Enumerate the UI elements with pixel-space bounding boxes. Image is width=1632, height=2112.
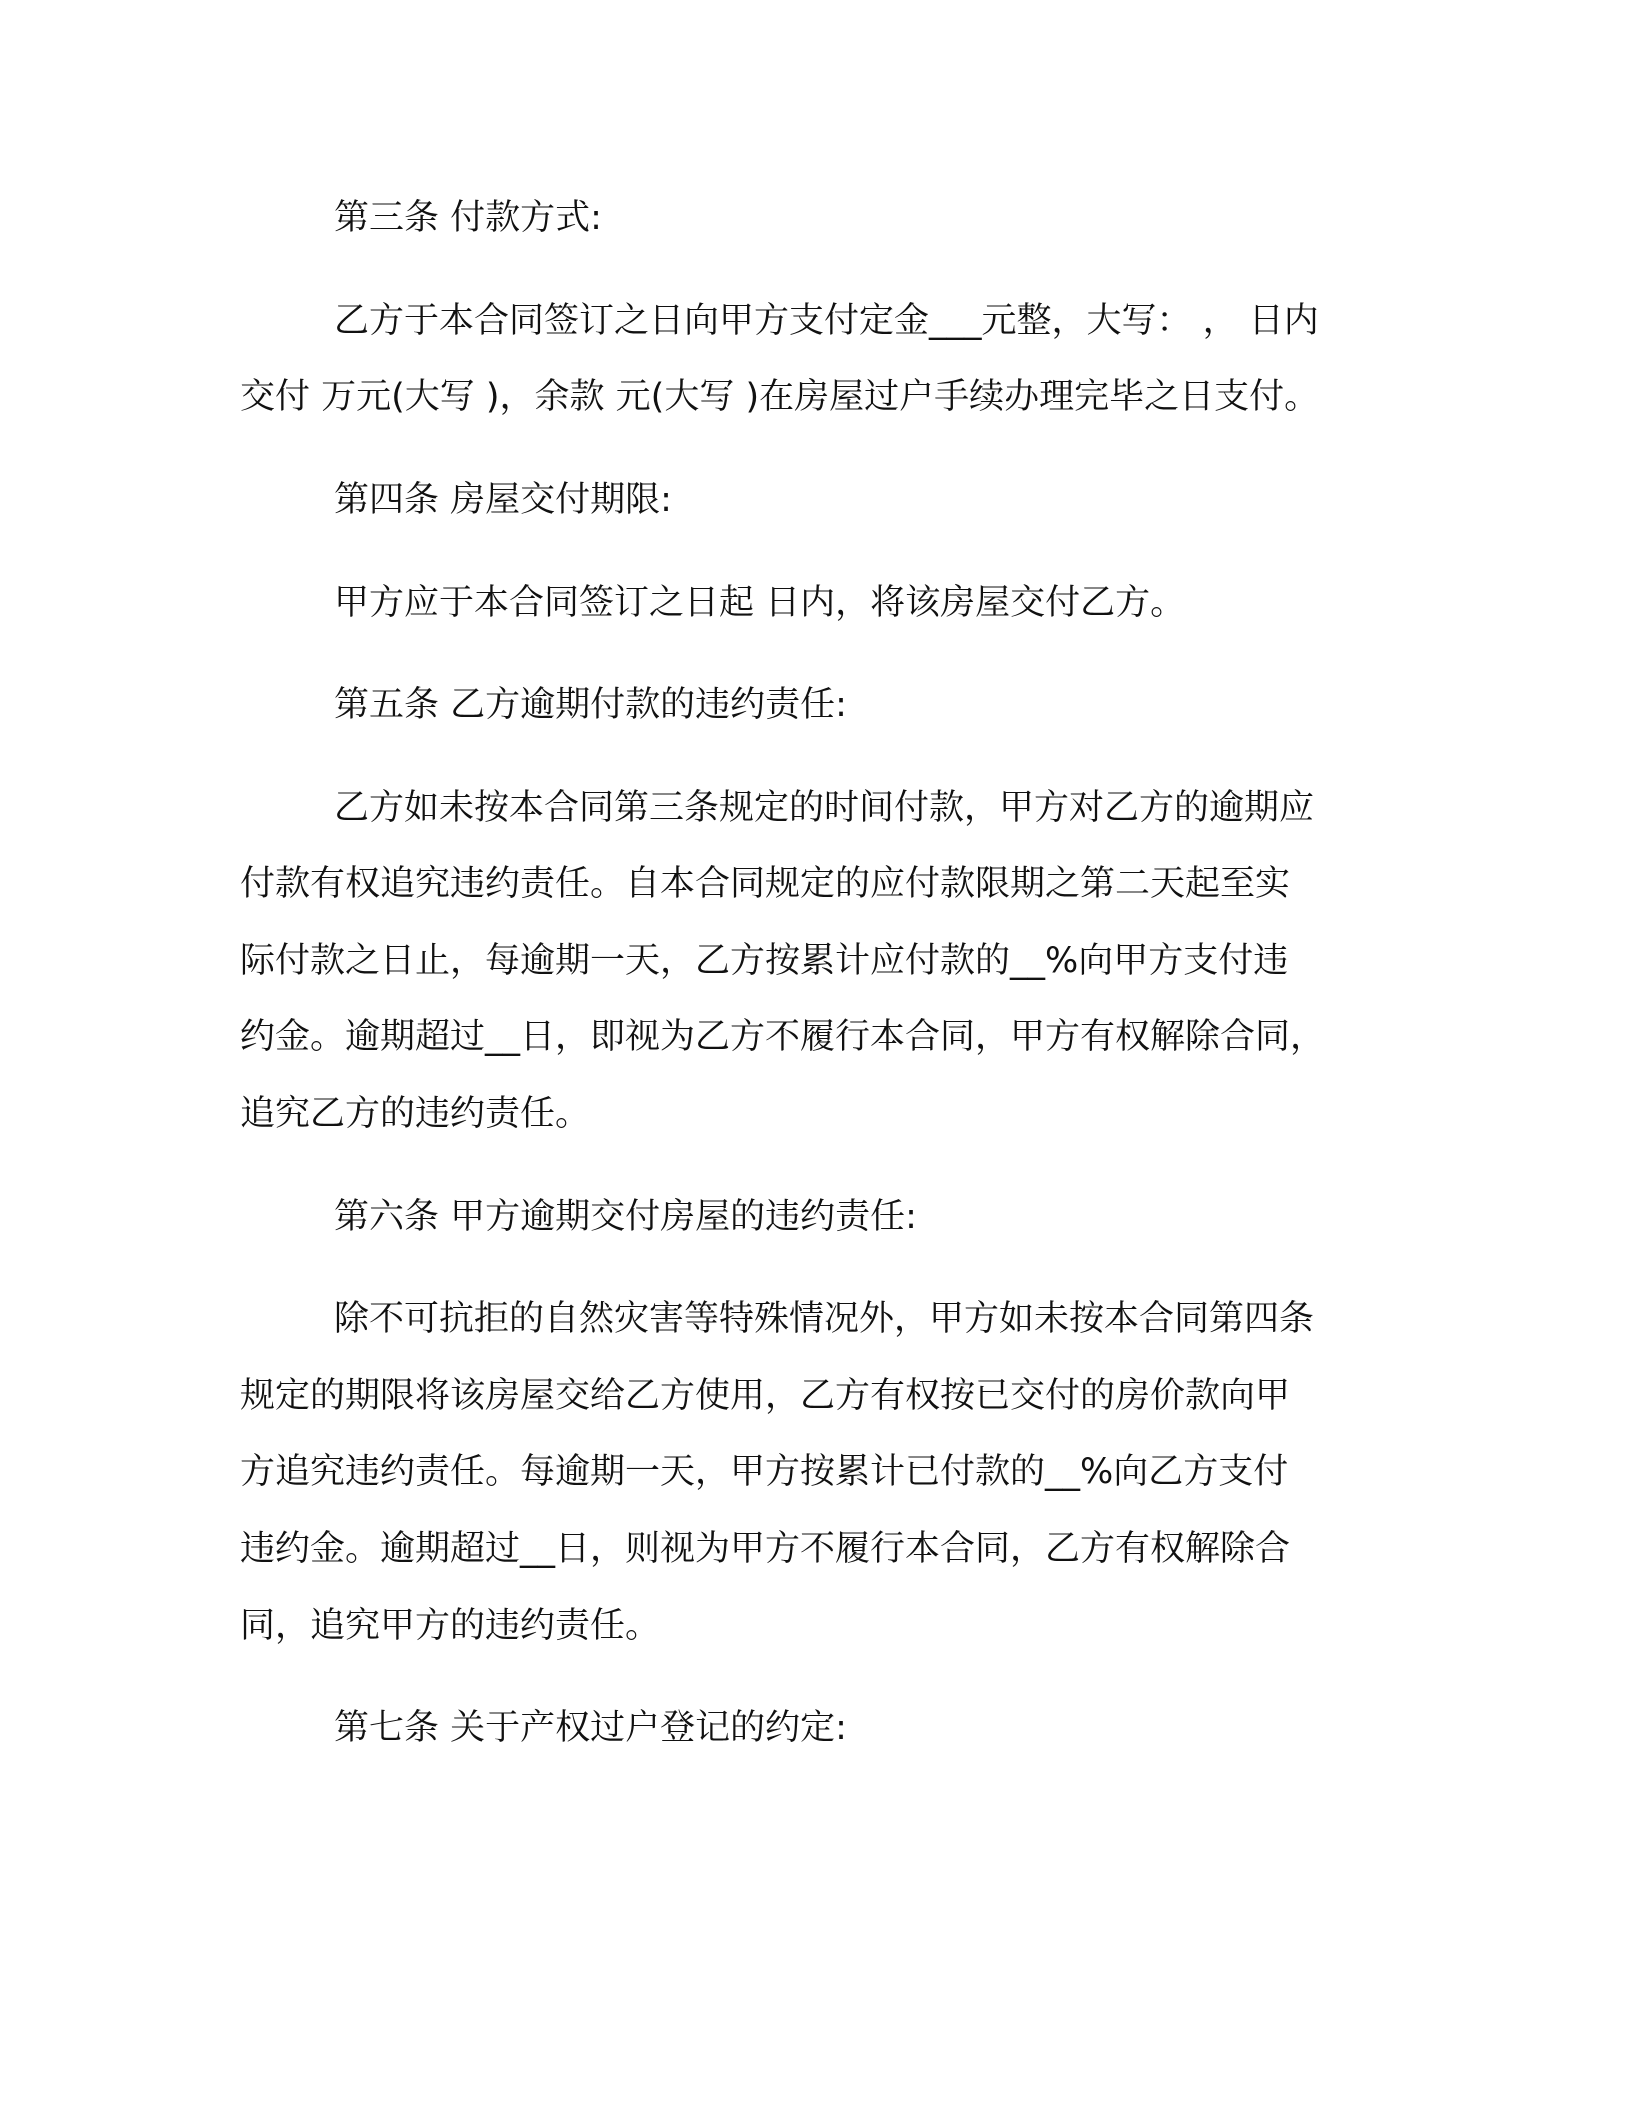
article-3-heading: 第三条 付款方式: — [334, 198, 602, 238]
article-7-heading: 第七条 关于产权过户登记的约定: — [334, 1708, 847, 1748]
article-6-body-line-1: 除不可抗拒的自然灾害等特殊情况外，甲方如未按本合同第四条 — [334, 1299, 1315, 1339]
article-5-body-line-4: 约金。逾期超过__日，即视为乙方不履行本合同，甲方有权解除合同， — [240, 1017, 1326, 1057]
article-6-body-line-3: 方追究违约责任。每逾期一天，甲方按累计已付款的__%向乙方支付 — [240, 1452, 1289, 1492]
article-5-body-line-1: 乙方如未按本合同第三条规定的时间付款，甲方对乙方的逾期应 — [334, 788, 1315, 828]
article-6-heading: 第六条 甲方逾期交付房屋的违约责任: — [334, 1197, 917, 1237]
article-4-heading: 第四条 房屋交付期限: — [334, 480, 672, 520]
article-3-body-line-1: 乙方于本合同签订之日向甲方支付定金___元整，大写： ， 日内 — [334, 301, 1319, 341]
article-5-body-line-3: 际付款之日止，每逾期一天，乙方按累计应付款的__%向甲方支付违 — [240, 941, 1289, 981]
article-5-body-line-5: 追究乙方的违约责任。 — [240, 1094, 591, 1134]
article-6-body-line-4: 违约金。逾期超过__日，则视为甲方不履行本合同，乙方有权解除合 — [240, 1529, 1291, 1569]
article-5-body-line-2: 付款有权追究违约责任。自本合同规定的应付款限期之第二天起至实 — [240, 864, 1291, 904]
article-6-body-line-5: 同，追究甲方的违约责任。 — [240, 1606, 661, 1646]
article-6-body-line-2: 规定的期限将该房屋交给乙方使用，乙方有权按已交付的房价款向甲 — [240, 1376, 1291, 1416]
article-4-body-line-1: 甲方应于本合同签订之日起 日内，将该房屋交付乙方。 — [334, 583, 1186, 623]
article-5-heading: 第五条 乙方逾期付款的违约责任: — [334, 685, 847, 725]
article-3-body-line-2: 交付 万元(大写 )，余款 元(大写 )在房屋过户手续办理完毕之日支付。 — [240, 377, 1320, 417]
